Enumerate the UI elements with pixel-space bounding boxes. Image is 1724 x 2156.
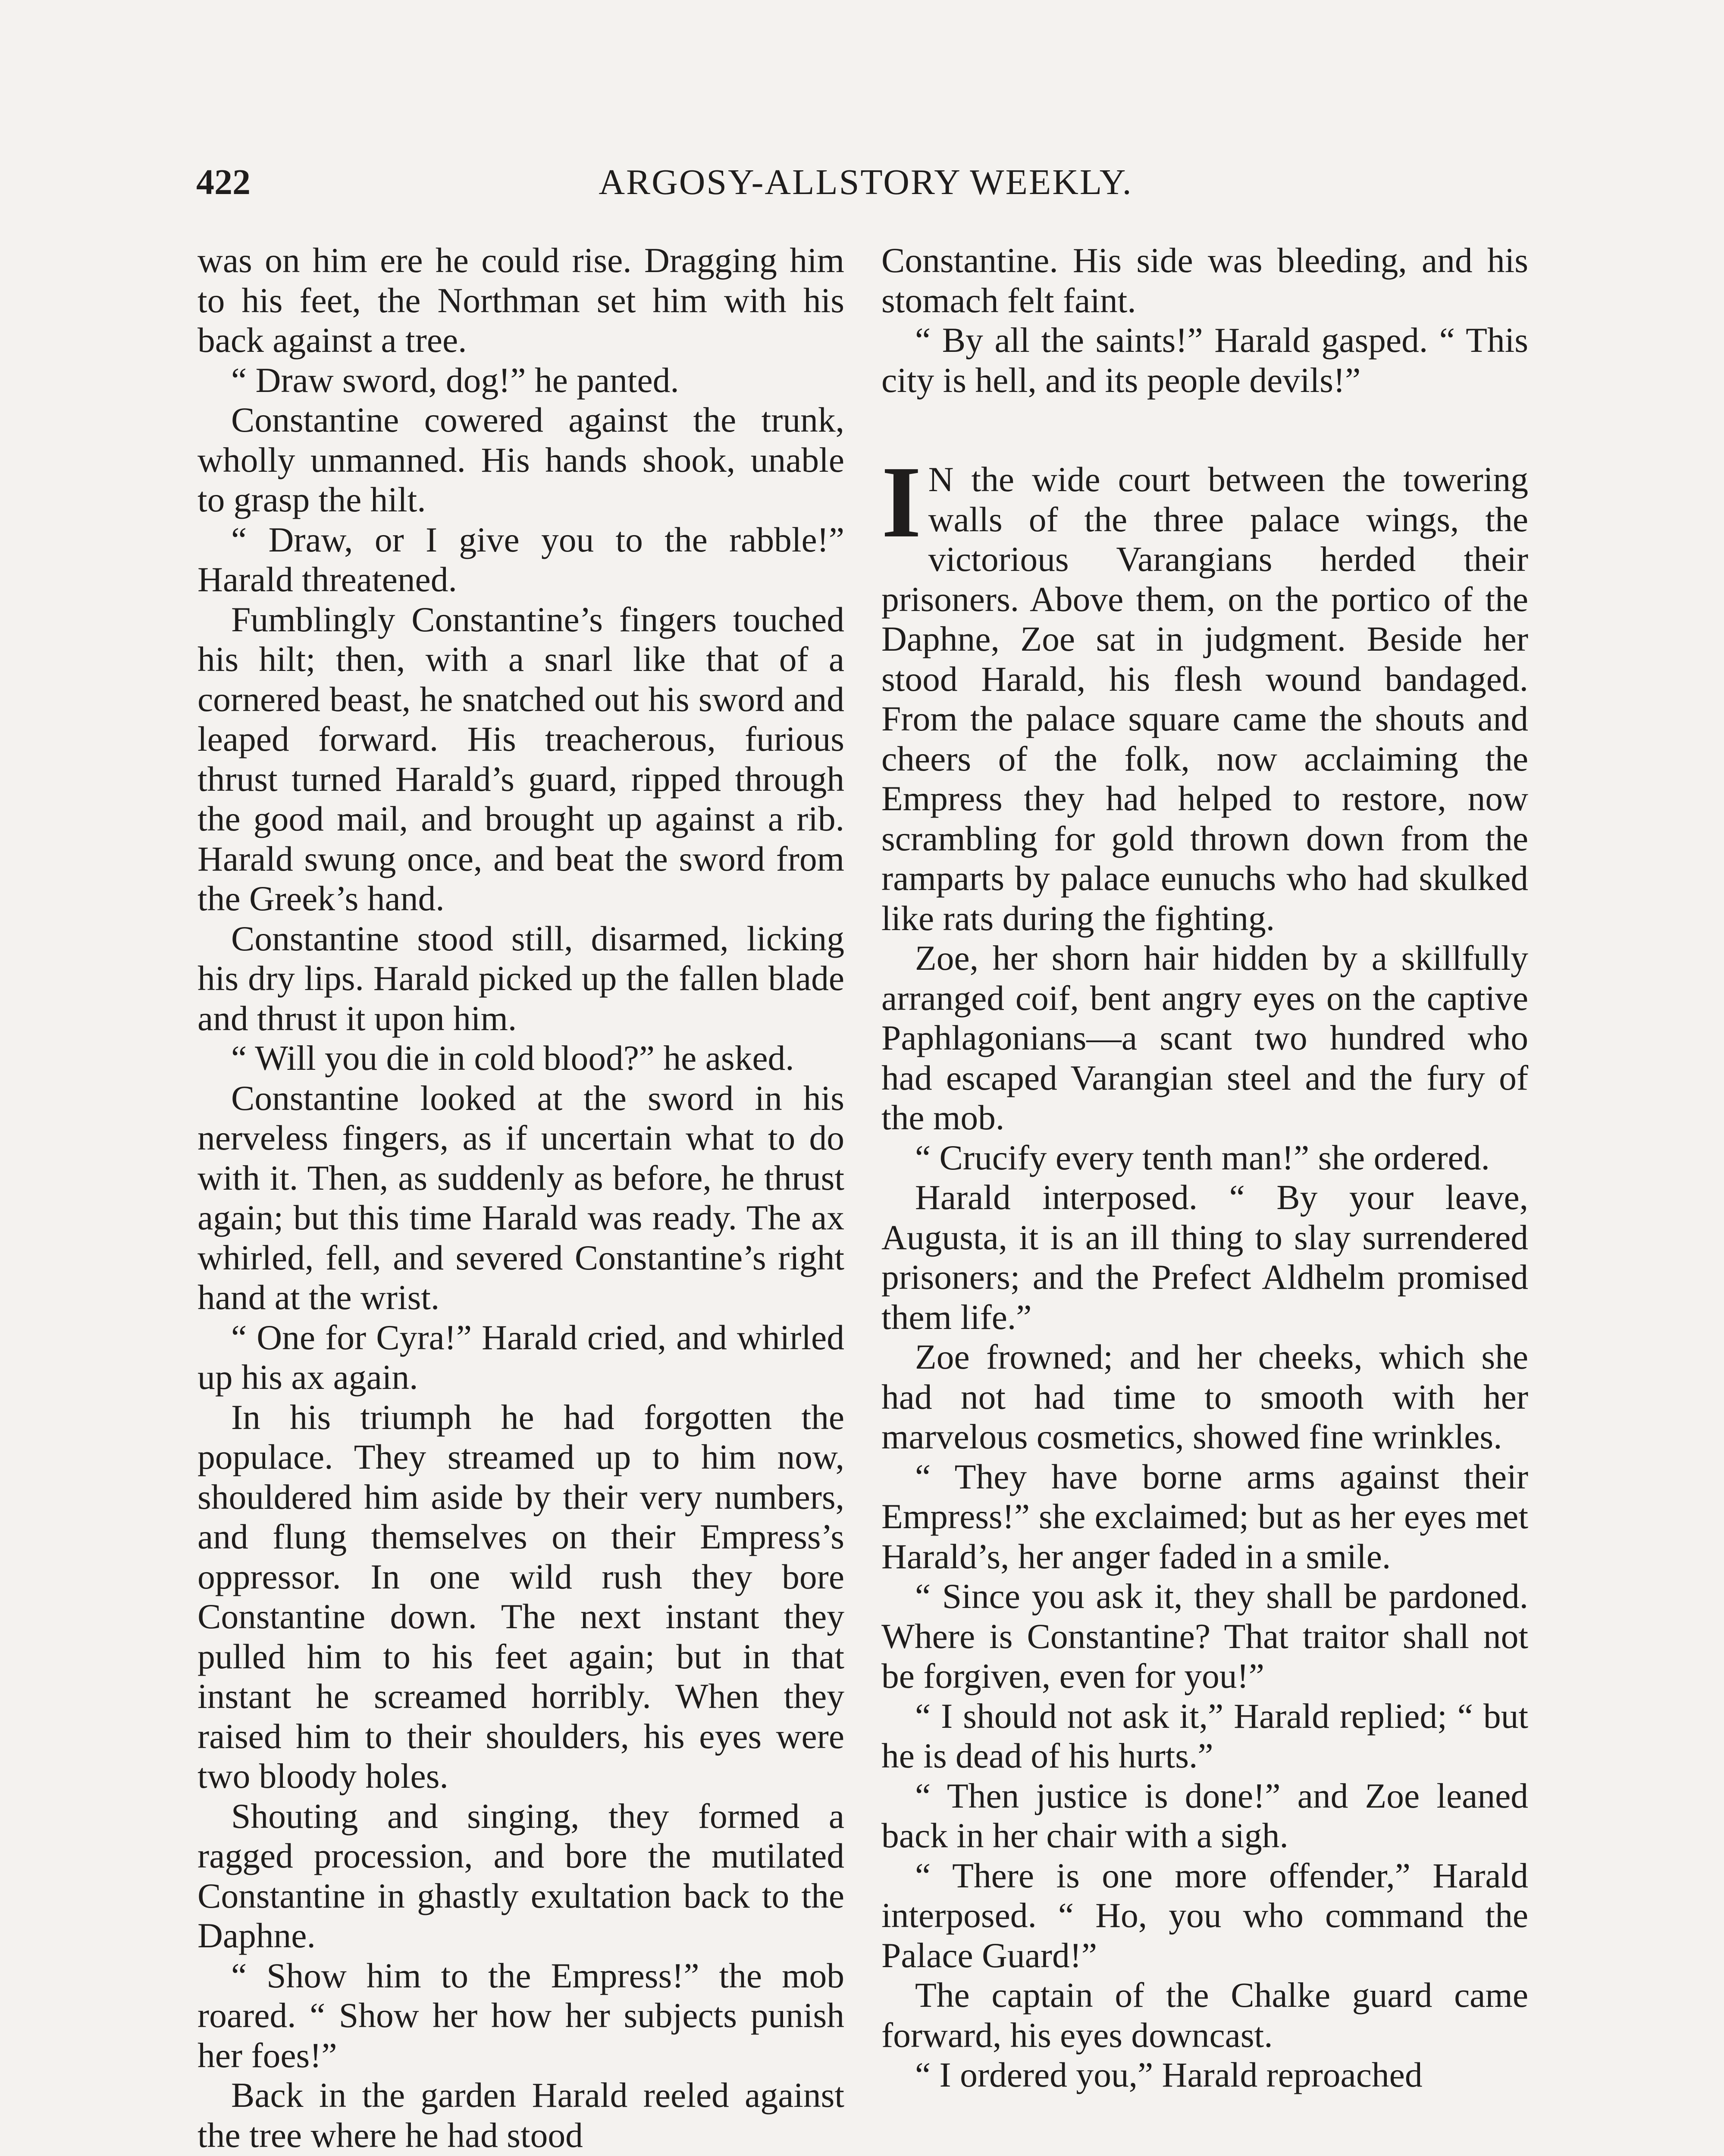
paragraph: “ There is one more offender,” Harald interposed. “ Ho, you who command the Palace Guard!” [881, 1855, 1528, 1975]
page-number: 422 [196, 162, 251, 202]
paragraph: “ Will you die in cold blood?” he asked. [231, 1038, 794, 1078]
right-column [881, 241, 1528, 2095]
paragraph: Zoe frowned; and her cheeks, which she had not had time to smooth with her marvelous cosmetics, showed fine wrinkles. [881, 1337, 1528, 1456]
paragraph: “ They have borne arms against their Empress!” she exclaimed; but as her eyes met Harald’s, her anger faded in a smile. [881, 1457, 1528, 1576]
paragraph: Fumblingly Constantine’s fingers touched his hilt; then, with a snarl like that of a cornered beast, he snatched out his sword and leaped forward. His treacherous, furious thrust turned Harald’s guard, ripped through the good mail, and brought up against a rib. Harald swung once, and beat the sword from the Greek’s hand. [197, 599, 844, 918]
paragraph: “ Draw sword, dog!” he panted. [231, 360, 679, 400]
left-column [197, 241, 844, 2155]
paragraph: was on him ere he could rise. Dragging him to his feet, the Northman set him with his back against a tree. [197, 241, 844, 360]
paragraph: “ One for Cyra!” Harald cried, and whirled up his ax again. [197, 1317, 844, 1397]
section-opening-paragraph [881, 445, 1528, 938]
paragraph: Shouting and singing, they formed a ragged procession, and bore the mutilated Constantine in ghastly exultation back to the Daphne. [197, 1796, 844, 1955]
page-header [196, 159, 1535, 206]
paragraph: “ Show him to the Empress!” the mob roared. “ Show her how her subjects punish her foes!” [197, 1955, 844, 2075]
paragraph: “ Crucify every tenth man!” she ordered. [915, 1138, 1490, 1177]
paragraph: “ By all the saints!” Harald gasped. “ This city is hell, and its people devils!” [881, 320, 1528, 400]
paragraph: “ Draw, or I give you to the rabble!” Harald threatened. [197, 520, 844, 599]
paragraph: Constantine looked at the sword in his nerveless fingers, as if uncertain what to do with it. Then, as suddenly as before, he thrust again; but this time Harald was ready. The ax whirled, fell, and severed Constantine’s right hand at the wrist. [197, 1078, 844, 1317]
paragraph: Harald interposed. “ By your leave, Augusta, it is an ill thing to slay surrendered prisoners; and the Prefect Aldhelm promised them life.” [881, 1178, 1528, 1337]
paragraph: “ I ordered you,” Harald reproached [915, 2055, 1423, 2094]
running-head: ARGOSY-ALLSTORY WEEKLY. [599, 162, 1133, 202]
paragraph: “ Then justice is done!” and Zoe leaned back in her chair with a sigh. [881, 1776, 1528, 1855]
section-opening-text: N the wide court between the towering walls of the three palace wings, the victorious Varangians herded their prisoners. Above them, on the portico of the Daphne, Zoe sat in judgment. Beside her stood Harald, his flesh wound bandaged. From the palace square came the shouts and cheers of the folk, now acclaiming the Empress they had helped to restore, now scrambling for gold thrown down from the ramparts by palace eunuchs who had skulked like rats during the fighting. [881, 460, 1528, 938]
paragraph: Constantine. His side was bleeding, and his stomach felt faint. [881, 241, 1528, 320]
paragraph: Zoe, her shorn hair hidden by a skillfully arranged coif, bent angry eyes on the captive Paphlagonians—a scant two hundred who had escaped Varangian steel and the fury of the mob. [881, 938, 1528, 1137]
paragraph: “ I should not ask it,” Harald replied; “ but he is dead of his hurts.” [881, 1696, 1528, 1775]
paragraph: In his triumph he had forgotten the populace. They streamed up to him now, shouldered him aside by their very numbers, and flung themselves on their Empress’s oppressor. In one wild rush they bore Constantine down. The next instant they pulled him to his feet again; but in that instant he screamed horribly. When they raised him to their shoulders, his eyes were two bloody holes. [197, 1397, 844, 1796]
paragraph: Constantine stood still, disarmed, licking his dry lips. Harald picked up the fallen blade and thrust it upon him. [197, 918, 844, 1038]
paragraph: Constantine cowered against the trunk, wholly unmanned. His hands shook, unable to grasp the hilt. [197, 400, 844, 519]
drop-cap: I [881, 445, 922, 559]
paragraph: Back in the garden Harald reeled against the tree where he had stood [197, 2075, 844, 2155]
paragraph: The captain of the Chalke guard came forward, his eyes downcast. [881, 1975, 1528, 2055]
paragraph: “ Since you ask it, they shall be pardoned. Where is Constantine? That traitor shall not be forgiven, even for you!” [881, 1576, 1528, 1695]
